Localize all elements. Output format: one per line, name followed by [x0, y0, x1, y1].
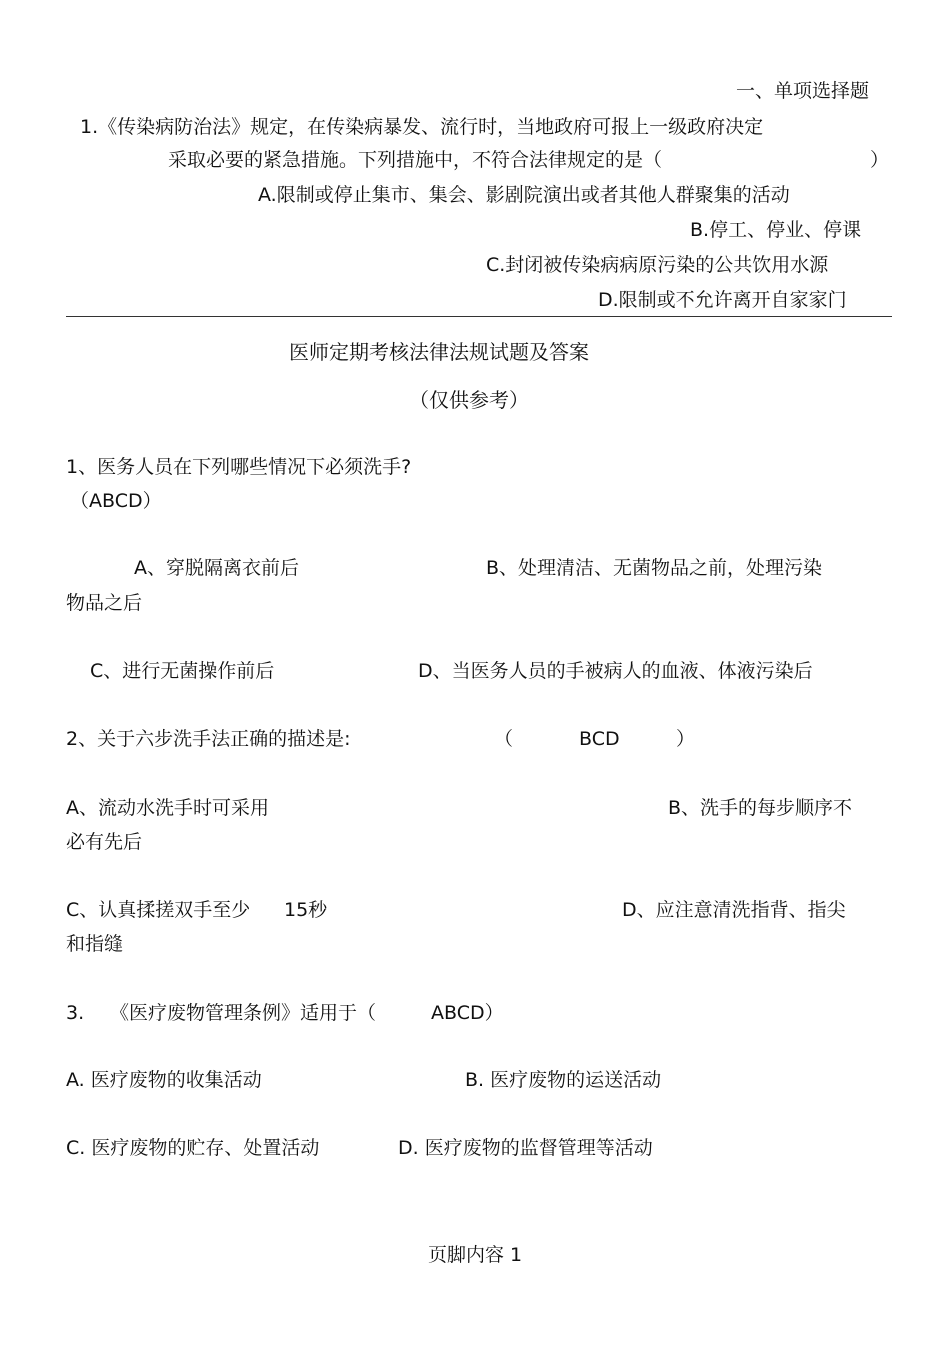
q1-option-d: D.限制或不允许离开自家家门 [598, 289, 847, 311]
question-2-option-d: D、应注意清洗指背、指尖 [622, 899, 846, 921]
page-footer: 页脚内容 1 [428, 1244, 523, 1266]
question-3-option-d: D. 医疗废物的监督管理等活动 [398, 1137, 653, 1159]
question-3-answer: ABCD） [431, 1002, 504, 1024]
question-3-option-c: C. 医疗废物的贮存、处置活动 [66, 1137, 320, 1159]
q1-stem-close-paren: ） [870, 149, 890, 171]
question-2-answer-open: （ [494, 728, 514, 750]
question-1-option-b-cont: 物品之后 [66, 592, 143, 614]
header-divider [66, 316, 892, 317]
q1-option-b: B.停工、停业、停课 [690, 219, 862, 241]
question-2-option-d-cont: 和指缝 [66, 933, 124, 955]
question-3-number: 3. [66, 1002, 85, 1024]
question-3-stem: 《医疗废物管理条例》适用于（ [110, 1002, 377, 1024]
question-2-option-a: A、流动水洗手时可采用 [66, 797, 269, 819]
question-1-stem: 1、医务人员在下列哪些情况下必须洗手? [66, 456, 412, 478]
question-2-option-c: C、认真揉搓双手至少 [66, 899, 251, 921]
document-subtitle: （仅供参考） [409, 388, 529, 412]
question-2-option-b-cont: 必有先后 [66, 831, 143, 853]
question-3-option-b: B. 医疗废物的运送活动 [465, 1069, 662, 1091]
q1-option-a: A.限制或停止集市、集会、影剧院演出或者其他人群聚集的活动 [258, 184, 790, 206]
q1-option-c: C.封闭被传染病病原污染的公共饮用水源 [486, 254, 829, 276]
question-1-option-c: C、进行无菌操作前后 [90, 660, 275, 682]
question-2-stem: 2、关于六步洗手法正确的描述是: [66, 728, 351, 750]
question-1-option-a: A、穿脱隔离衣前后 [134, 557, 299, 579]
section-title: 一、单项选择题 [736, 80, 870, 102]
question-1-answer: （ABCD） [70, 490, 162, 512]
question-2-answer: BCD [579, 728, 620, 750]
question-2-option-b: B、洗手的每步顺序不 [668, 797, 853, 819]
document-title: 医师定期考核法律法规试题及答案 [289, 340, 589, 364]
question-1-option-b: B、处理清洁、无菌物品之前，处理污染 [486, 557, 823, 579]
question-3-option-a: A. 医疗废物的收集活动 [66, 1069, 262, 1091]
question-2-option-c-number: 15秒 [284, 899, 328, 921]
q1-stem-line2: 采取必要的紧急措施。下列措施中，不符合法律规定的是（ [168, 149, 663, 171]
question-1-option-d: D、当医务人员的手被病人的血液、体液污染后 [418, 660, 813, 682]
question-2-answer-close: ） [676, 728, 696, 750]
q1-stem-line1: 1.《传染病防治法》规定，在传染病暴发、流行时，当地政府可报上一级政府决定 [80, 116, 764, 138]
